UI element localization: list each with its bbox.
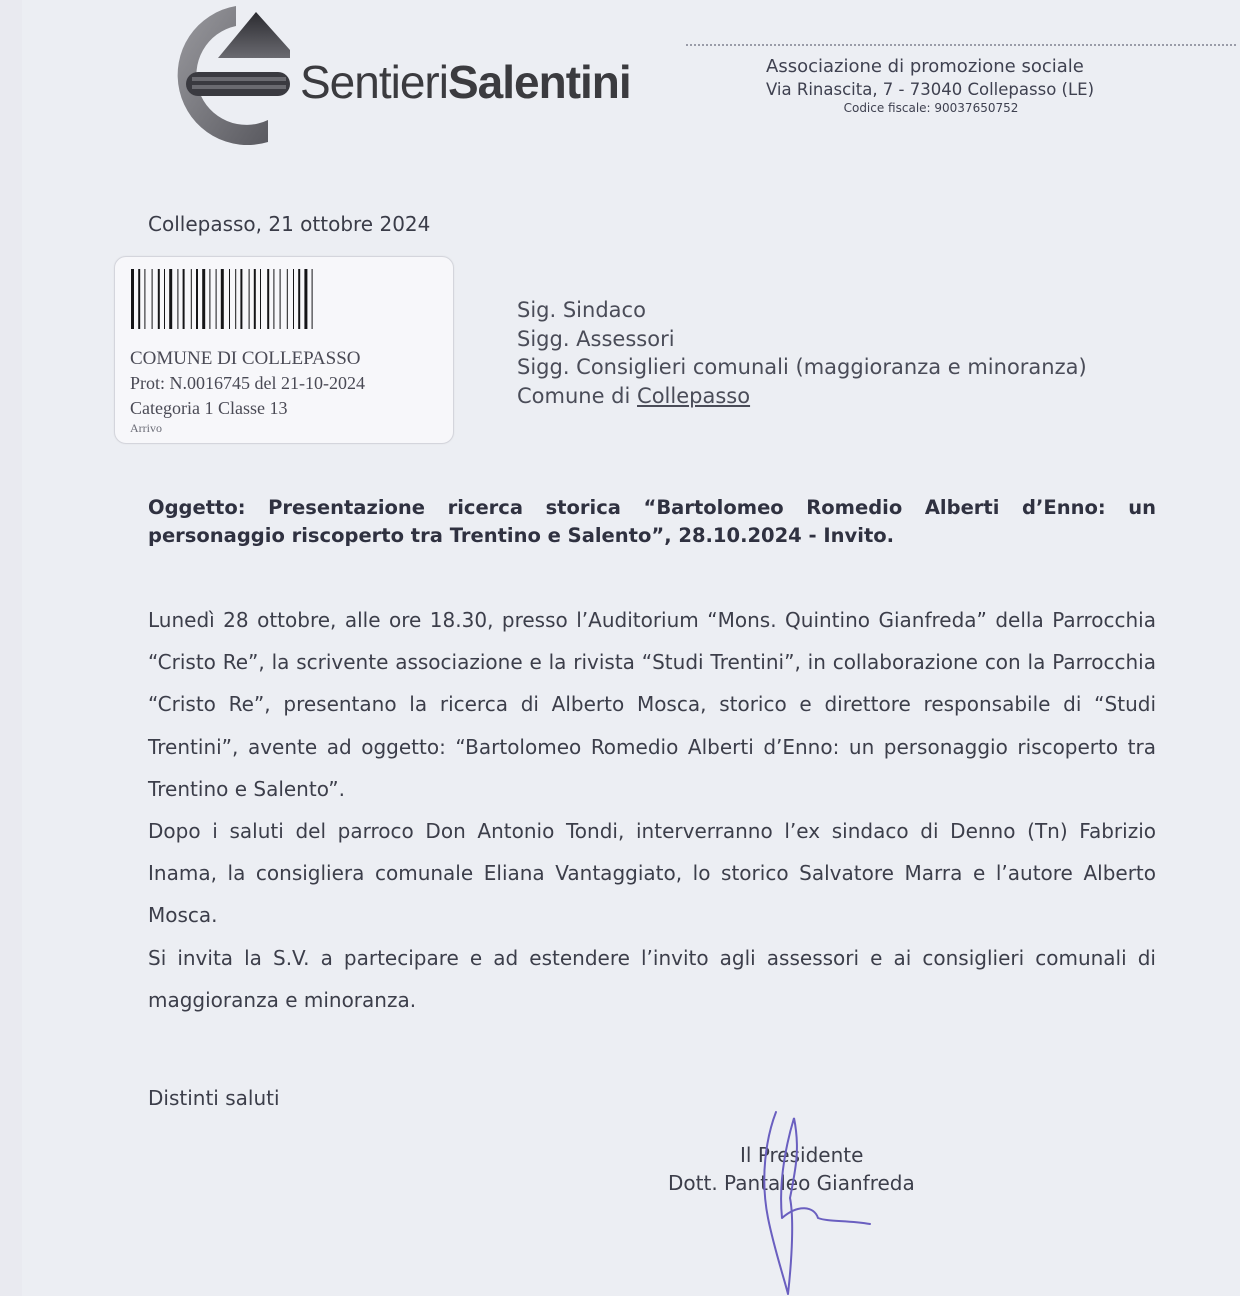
letter-date: Collepasso, 21 ottobre 2024 (148, 212, 431, 236)
recipient-councillors: Sigg. Assessori (517, 326, 675, 351)
stamp-direction: Arrivo (130, 421, 162, 435)
body-paragraph-2: Dopo i saluti del parroco Don Antonio Tondi, interverranno l’ex sindaco di Denno (Tn) Fabrizio Inama, la consigliera comunale Eliana Vantaggiato, lo storico Salvatore Marra e l’autore Alberto Mosca. (148, 819, 1156, 928)
body-paragraph-3: Si invita la S.V. a partecipare e ad estendere l’invito agli assessori e ai consiglieri comunali di maggioranza e minoranza. (148, 945, 1156, 1012)
recipient-mayor: Sig. Sindaco (517, 298, 646, 322)
recipient-council-members: Sigg. Consiglieri comunali (maggioranza e minoranza) (517, 355, 1087, 379)
signer-name: Dott. Pantaleo Gianfreda (668, 1171, 915, 1195)
closing-salutation: Distinti saluti (148, 1086, 280, 1110)
barcode-icon (129, 269, 383, 329)
body-paragraph-1: Lunedì 28 ottobre, alle ore 18.30, presso l’Auditorium “Mons. Quintino Gianfreda” della Parrocchia “Cristo Re”, la scrivente associazione e la rivista “Studi Trentini”, in collaborazione con la Parrocchia “Cristo Re”, presentano la ricerca di Alberto Mosca, storico e direttore responsabile di “Studi Trentini”, avente ad oggetto: “Bartolomeo Romedio Alberti d’Enno: un personaggio riscoperto tra Trentino e Salento”. (148, 608, 1156, 801)
protocol-stamp (114, 256, 454, 444)
handwritten-signature (748, 1108, 878, 1296)
sentieri-salentini-logo (148, 2, 298, 147)
letter-subject: Oggetto: Presentazione ricerca storica “Bartolomeo Romedio Alberti d’Enno: un personaggio riscoperto tra Trentino e Salento”, 28.10.2024 - Invito. (148, 496, 1156, 547)
stamp-office: COMUNE DI COLLEPASSO (130, 348, 361, 369)
stamp-protocol-number: Prot: N.0016745 del 21-10-2024 (130, 373, 365, 393)
brand-wordmark (300, 55, 631, 109)
brand-bold-text: Salentini (447, 56, 631, 108)
association-address: Via Rinascita, 7 - 73040 Collepasso (LE) (766, 80, 1095, 99)
recipient-town: Collepasso (637, 383, 751, 408)
stamp-category: Categoria 1 Classe 13 (130, 398, 288, 418)
signer-role: Il Presidente (740, 1143, 864, 1167)
header-divider (686, 44, 1236, 46)
recipients-block (517, 296, 1087, 410)
brand-light-text: Sentieri (300, 56, 448, 108)
letter-body (148, 599, 1156, 1021)
recipient-municipality (517, 382, 1087, 411)
fiscal-code: Codice fiscale: 90037650752 (843, 101, 1019, 115)
recipient-municipality-prefix: Comune di (517, 383, 638, 408)
association-info (766, 56, 1096, 115)
association-type: Associazione di promozione sociale (766, 56, 1084, 77)
